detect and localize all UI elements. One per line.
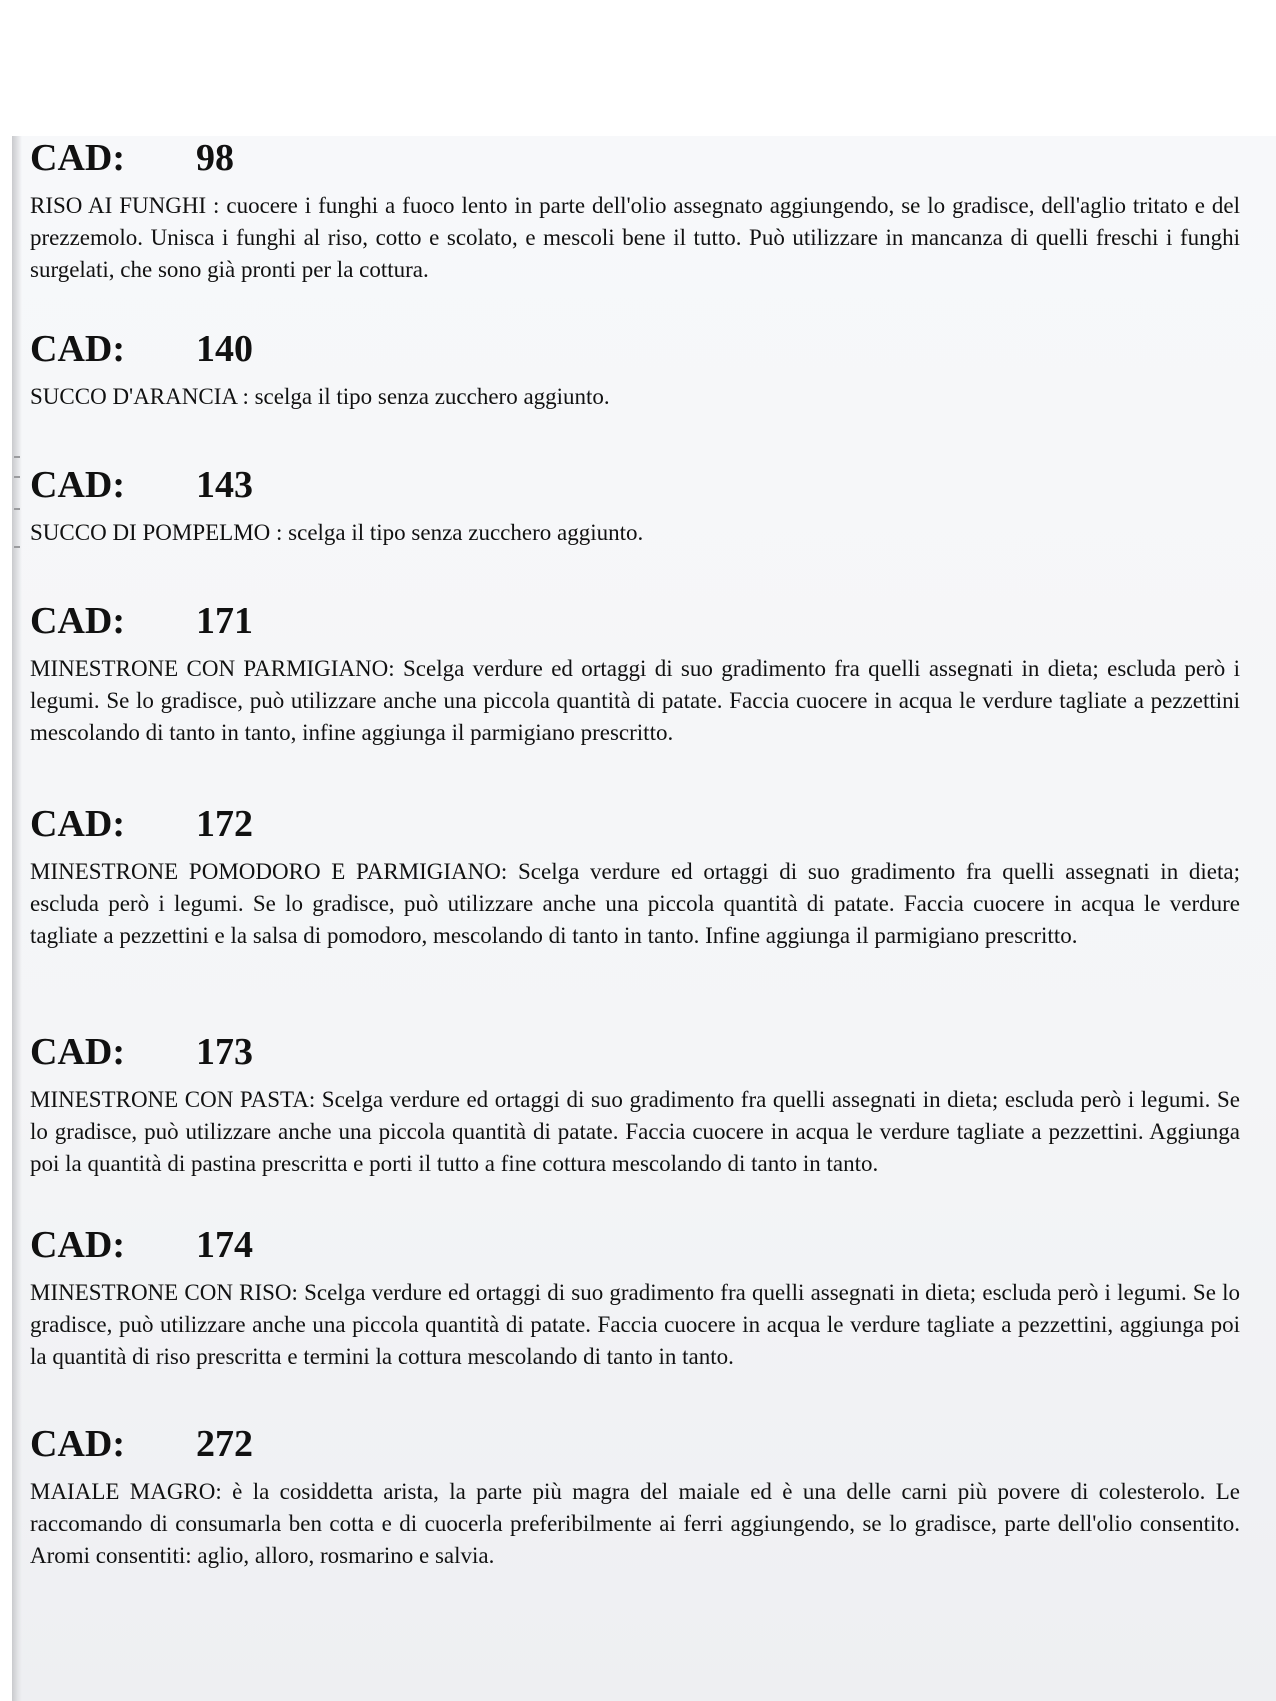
entry-cad-173 (30, 1030, 1254, 1180)
entry-description: RISO AI FUNGHI : cuocere i funghi a fuoco lento in parte dell'olio assegnato aggiungendo, se lo gradisce, dell'aglio tritato e del prezzemolo. Unisca i funghi al riso, cotto e scolato, e mescoli bene il tutto. Può utilizzare in mancanza di quelli freschi i funghi surgelati, che sono già pronti per la cottura. (30, 193, 1240, 282)
entry-cad-172 (30, 802, 1254, 952)
cad-heading (30, 136, 1254, 180)
entry-description: SUCCO D'ARANCIA : scelga il tipo senza zucchero aggiunto. (30, 384, 610, 409)
entry-description: MAIALE MAGRO: è la cosiddetta arista, la parte più magra del maiale ed è una delle carni più povere di colesterolo. Le raccomando di consumarla ben cotta e di cuocerla preferibilmente ai ferri aggiungendo, se lo gradisce, parte dell'olio consentito. Aromi consentiti: aglio, alloro, rosmarino e salvia. (30, 1479, 1240, 1568)
entry-cad-98 (30, 136, 1254, 286)
edge-mark (14, 456, 20, 458)
cad-label: CAD: (30, 464, 125, 506)
cad-label: CAD: (30, 1224, 125, 1266)
entry-description: MINESTRONE CON RISO: Scelga verdure ed ortaggi di suo gradimento fra quelli assegnati in dieta; escluda però i legumi. Se lo gradisce, può utilizzare anche una piccola quantità di patate. Faccia cuocere in acqua le verdure tagliate a pezzettini, aggiunga poi la quantità di riso prescritta e termini la cottura mescolando di tanto in tanto. (30, 1280, 1240, 1369)
cad-heading (30, 1223, 1254, 1267)
entry-description: SUCCO DI POMPELMO : scelga il tipo senza zucchero aggiunto. (30, 520, 644, 545)
cad-code: 174 (196, 1224, 253, 1266)
cad-label: CAD: (30, 1423, 125, 1465)
cad-label: CAD: (30, 1031, 125, 1073)
cad-code: 143 (196, 464, 253, 506)
cad-label: CAD: (30, 803, 125, 845)
cad-code: 172 (196, 803, 253, 845)
cad-code: 98 (196, 137, 234, 179)
scanned-page (12, 136, 1276, 1701)
cad-heading (30, 599, 1254, 643)
cad-heading (30, 1030, 1254, 1074)
cad-label: CAD: (30, 328, 125, 370)
cad-heading (30, 463, 1254, 507)
cad-code: 272 (196, 1423, 253, 1465)
entry-cad-171 (30, 599, 1254, 749)
cad-heading (30, 327, 1254, 371)
cad-heading (30, 1422, 1254, 1466)
cad-code: 171 (196, 600, 253, 642)
page-edge-shadow (12, 136, 22, 1701)
entry-description: MINESTRONE POMODORO E PARMIGIANO: Scelga verdure ed ortaggi di suo gradimento fra quelli assegnati in dieta; escluda però i legumi. Se lo gradisce, può utilizzare anche una piccola quantità di patate. Faccia cuocere in acqua le verdure tagliate a pezzettini e la salsa di pomodoro, mescolando di tanto in tanto. Infine aggiunga il parmigiano prescritto. (30, 859, 1240, 948)
cad-code: 173 (196, 1031, 253, 1073)
entry-description: MINESTRONE CON PASTA: Scelga verdure ed ortaggi di suo gradimento fra quelli assegnati in dieta; escluda però i legumi. Se lo gradisce, può utilizzare anche una piccola quantità di patate. Faccia cuocere in acqua le verdure tagliate a pezzettini. Aggiunga poi la quantità di pastina prescritta e porti il tutto a fine cottura mescolando di tanto in tanto. (30, 1087, 1240, 1176)
edge-mark (14, 508, 20, 510)
entry-cad-143 (30, 463, 1254, 549)
entry-description: MINESTRONE CON PARMIGIANO: Scelga verdure ed ortaggi di suo gradimento fra quelli assegnati in dieta; escluda però i legumi. Se lo gradisce, può utilizzare anche una piccola quantità di patate. Faccia cuocere in acqua le verdure tagliate a pezzettini mescolando di tanto in tanto, infine aggiunga il parmigiano prescritto. (30, 656, 1240, 745)
cad-label: CAD: (30, 600, 125, 642)
cad-heading (30, 802, 1254, 846)
entry-cad-174 (30, 1223, 1254, 1373)
cad-code: 140 (196, 328, 253, 370)
entry-cad-140 (30, 327, 1254, 413)
edge-mark (14, 546, 20, 548)
cad-label: CAD: (30, 137, 125, 179)
edge-mark (14, 476, 20, 478)
entry-cad-272 (30, 1422, 1254, 1572)
